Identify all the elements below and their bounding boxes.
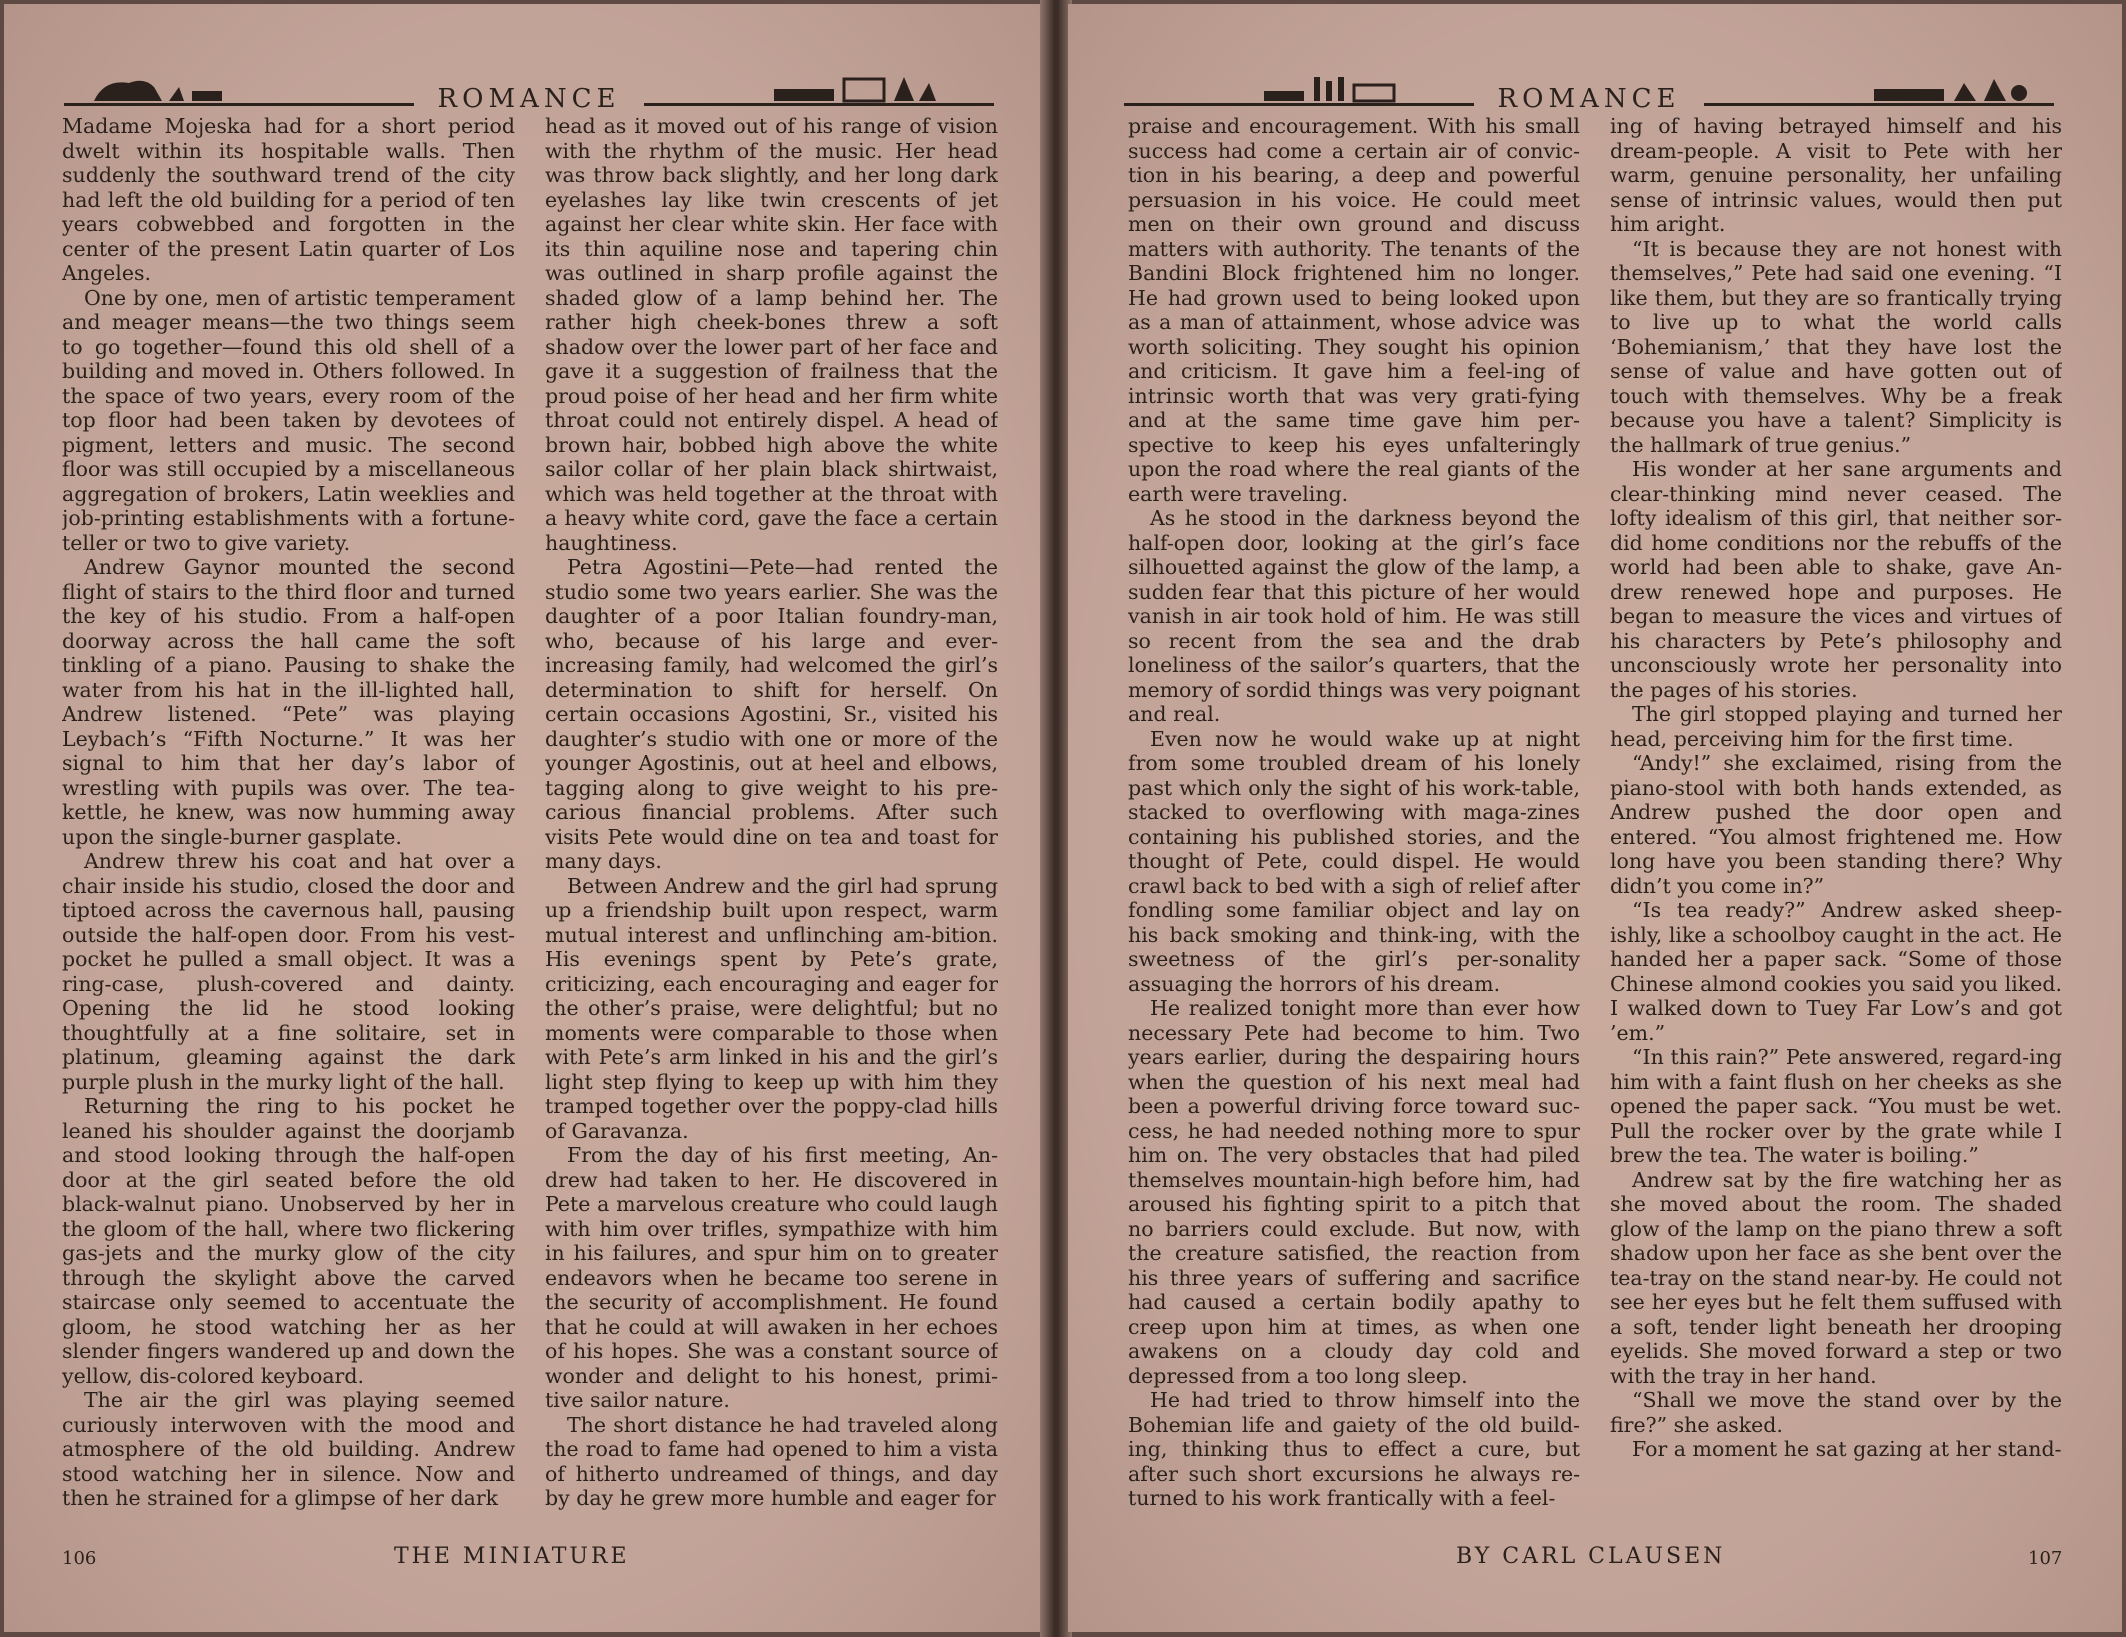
paragraph: Andrew threw his coat and hat over a chair inside his studio, closed the door and tiptoed across the cavernous hall, pausing outside the half-open door. From his vest-pocket he pulled a small object. It was a ring-case, plush-covered and dainty. Opening the lid he stood looking thoughtfully at a fine solitaire, set in platinum, gleaming against the dark purple plush in the murky light of the hall. — [62, 849, 515, 1094]
page-number: 106 — [62, 1548, 97, 1569]
paragraph: “In this rain?” Pete answered, regard-ing him with a faint flush on her cheeks as she opened the paper sack. “You must be wet. Pull the rocker over by the grate while I brew the tea. The water is boiling.” — [1610, 1045, 2062, 1167]
paragraph: The short distance he had traveled along the road to fame had opened to him a vista of hitherto undreamed of things, and day by day he grew more humble and eager for — [545, 1412, 998, 1510]
page-number: 107 — [2028, 1548, 2063, 1569]
paragraph: The air the girl was playing seemed curiously interwoven with the mood and atmosphere of the old building. Andrew stood watching her in silence. Now and then he strained for a glimpse of her dark — [62, 1388, 515, 1510]
header-rule-left — [64, 103, 414, 106]
paragraph: The girl stopped playing and turned her head, perceiving him for the first time. — [1610, 702, 2062, 751]
header-title: ROMANCE — [437, 84, 621, 114]
ornament-icon — [84, 73, 234, 103]
paragraph: “Is tea ready?” Andrew asked sheep-ishly, like a schoolboy caught in the act. He handed her a paper sack. “Some of those Chinese almond cookies you said you liked. I walked down to Tuey Far Low’s and got ’em.” — [1610, 898, 2062, 1045]
text-column-1 — [62, 114, 515, 1534]
paragraph: Between Andrew and the girl had sprung up a friendship built upon respect, warm mutual interest and unflinching am-bition. His evenings spent by Pete’s grate, criticizing, each encouraging and eager for the other’s praise, were delightful; but no moments were comparable to those when with Pete’s arm linked in his and the girl’s light step flying to keep up with him they tramped together over the poppy-clad hills of Garavanza. — [545, 873, 998, 1143]
text-column-2 — [1610, 114, 2062, 1534]
paragraph: From the day of his first meeting, An-drew had taken to her. He discovered in Pete a marvelous creature who could laugh with him over trifles, sympathize with him in his failures, and spur him on to greater endeavors when he became too serene in the security of accomplishment. He found that he could at will awaken in her echoes of his hopes. She was a constant source of wonder and delight to his honest, primi-tive sailor nature. — [545, 1143, 998, 1412]
right-page — [1068, 4, 2122, 1632]
text-columns — [62, 114, 998, 1534]
text-column-2 — [545, 114, 998, 1534]
left-page — [4, 4, 1044, 1632]
running-header — [1124, 64, 2054, 114]
paragraph: Even now he would wake up at night from some troubled dream of his lonely past which only the sight of his work-table, stacked to overflowing with maga-zines containing his published stories, and the thought of Pete, could dispel. He would crawl back to bed with a sigh of relief after fondling some familiar object and lay on his back smoking and think-ing, with the sweetness of the girl’s per-sonality assuaging the horrors of his dream. — [1128, 726, 1580, 996]
ornament-icon — [1864, 73, 2034, 103]
paragraph: He realized tonight more than ever how necessary Pete had become to him. Two years earlier, during the despairing hours when the question of his next meal had been a powerful driving force toward suc-cess, he had needed nothing more to spur him on. The very obstacles that had piled themselves mountain-high before him, had aroused his fighting spirit to a pitch that no barriers could exclude. But now, with the creature satisfied, the reaction from his three years of suffering and sacrifice had caused a certain bodily apathy to creep upon him at times, as when one awakens on a cloudy day cold and depressed from a too long sleep. — [1128, 996, 1580, 1388]
paragraph: “It is because they are not honest with themselves,” Pete had said one evening. “I like them, but they are so frantically trying to live up to what the world calls ‘Bohemianism,’ that they have lost the sense of value and have gotten out of touch with themselves. Why be a freak because you have a talent? Simplicity is the hallmark of true genius.” — [1610, 236, 2062, 457]
ornament-icon — [764, 73, 944, 103]
header-rule-right — [644, 103, 994, 106]
header-rule-right — [1704, 103, 2054, 106]
paragraph: ing of having betrayed himself and his dream-people. A visit to Pete with her warm, genuine personality, her unfailing sense of intrinsic values, would then put him aright. — [1610, 114, 2062, 236]
paragraph: For a moment he sat gazing at her stand- — [1632, 1437, 2062, 1461]
ornament-icon — [1254, 73, 1414, 103]
paragraph: “Shall we move the stand over by the fire?” she asked. — [1610, 1388, 2062, 1437]
paragraph: Returning the ring to his pocket he leaned his shoulder against the doorjamb and stood looking through the half-open door at the girl seated before the old black-walnut piano. Unobserved by her in the gloom of the hall, where two flickering gas-jets and the murky glow of the city through the skylight above the carved staircase only seemed to accentuate the gloom, he stood watching her as her slender fingers wandered up and down the yellow, dis-colored keyboard. — [62, 1094, 515, 1388]
header-title: ROMANCE — [1497, 84, 1681, 114]
paragraph: Andrew sat by the fire watching her as she moved about the room. The shaded glow of the lamp on the piano threw a soft shadow upon her face as she bent over the tea-tray on the stand near-by. He could not see her eyes but he felt them suffused with a soft, tender light beneath her drooping eyelids. She moved forward a step or two with the tray in her hand. — [1610, 1167, 2062, 1388]
paragraph: “Andy!” she exclaimed, rising from the piano-stool with both hands extended, as Andrew pushed the door open and entered. “You almost frightened me. How long have you been standing there? Why didn’t you come in?” — [1610, 751, 2062, 898]
paragraph: praise and encouragement. With his small success had come a certain air of convic-tion in his bearing, a deep and powerful persuasion in his voice. He could meet men on their own ground and discuss matters with authority. The tenants of the Bandini Block frightened him no longer. He had grown used to being looked upon as a man of attainment, whose advice was worth soliciting. They sought his opinion and criticism. It gave him a feel-ing of intrinsic worth that was very grati-fying and at the same time gave him per-spective to keep his eyes unfalteringly upon the road where the real giants of the earth were traveling. — [1128, 114, 1580, 506]
header-rule-left — [1124, 103, 1474, 106]
paragraph: head as it moved out of his range of vision with the rhythm of the music. Her head was throw back slightly, and her long dark eyelashes lay like twin crescents of jet against her clear white skin. Her face with its thin aquiline nose and tapering chin was outlined in sharp profile against the shaded glow of a lamp behind her. The rather high cheek-bones threw a soft shadow over the lower part of her face and gave it a suggestion of frailness that the proud poise of her head and her firm white throat could not entirely dispel. A head of brown hair, bobbed high above the white sailor collar of her plain black shirtwaist, which was held together at the throat with a heavy white cord, gave the face a certain haughtiness. — [545, 114, 998, 555]
paragraph: He had tried to throw himself into the Bohemian life and gaiety of the old build-ing, thinking thus to effect a cure, but after such short excursions he always re-turned to his work frantically with a feel- — [1128, 1388, 1580, 1510]
footer-text: BY CARL CLAUSEN — [1456, 1544, 1726, 1569]
text-column-1 — [1128, 114, 1580, 1534]
paragraph: Petra Agostini—Pete—had rented the studio some two years earlier. She was the daughter of a poor Italian foundry-man, who, because of his large and ever-increasing family, had welcomed the girl’s determination to shift for herself. On certain occasions Agostini, Sr., visited his daughter’s studio with one or more of the younger Agostinis, out at heel and elbows, tagging along to give weight to his pre-carious financial problems. After such visits Pete would dine on tea and toast for many days. — [545, 555, 998, 873]
paragraph: Madame Mojeska had for a short period dwelt within its hospitable walls. Then suddenly the southward trend of the city had left the old building for a period of ten years cobwebbed and forgotten in the center of the present Latin quarter of Los Angeles. — [62, 114, 515, 285]
running-header — [64, 64, 994, 114]
paragraph: Andrew Gaynor mounted the second flight of stairs to the third floor and turned the key of his studio. From a half-open doorway across the hall came the soft tinkling of a piano. Pausing to shake the water from his hat in the ill-lighted hall, Andrew listened. “Pete” was playing Leybach’s “Fifth Nocturne.” It was her signal to him that her day’s labor of wrestling with pupils was over. The tea-kettle, he knew, was now humming away upon the single-burner gasplate. — [62, 555, 515, 849]
text-columns — [1128, 114, 2062, 1534]
paragraph: One by one, men of artistic temperament and meager means—the two things seem to go together—found this old shell of a building and moved in. Others followed. In the space of two years, every room of the top floor had been taken by devotees of pigment, letters and music. The second floor was still occupied by a miscellaneous aggregation of brokers, Latin weeklies and job-printing establishments with a fortune-teller or two to give variety. — [62, 285, 515, 555]
paragraph: His wonder at her sane arguments and clear-thinking mind never ceased. The lofty idealism of this girl, that neither sor-did home conditions nor the rebuffs of the world had been able to shake, gave An-drew renewed hope and purposes. He began to measure the vices and virtues of his characters by Pete’s philosophy and unconsciously wrote her personality into the pages of his stories. — [1610, 457, 2062, 702]
paragraph: As he stood in the darkness beyond the half-open door, looking at the girl’s face silhouetted against the glow of the lamp, a sudden fear that this picture of her would vanish in air took hold of him. He was still so recent from the sea and the drab loneliness of the sailor’s quarters, that the memory of sordid things was very poignant and real. — [1128, 506, 1580, 726]
footer-text: THE MINIATURE — [394, 1544, 630, 1569]
